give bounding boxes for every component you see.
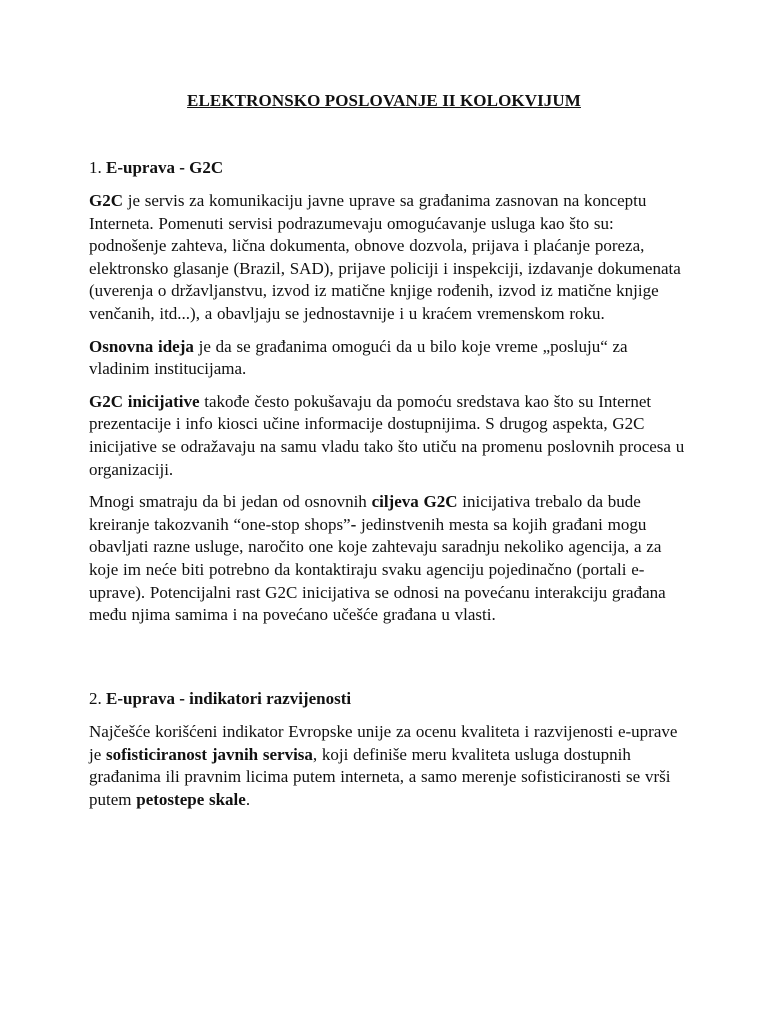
section-title: E-uprava - indikatori razvijenosti [106, 689, 352, 708]
section-e-uprava-g2c [89, 157, 689, 637]
paragraph-text: Mnogi smatraju da bi jedan od osnovnih [89, 492, 372, 512]
bold-term: ciljeva G2C [371, 492, 458, 512]
section-heading [89, 157, 689, 179]
section-number: 2. [89, 689, 102, 708]
paragraph [89, 721, 689, 811]
paragraph [89, 491, 689, 627]
bold-term: G2C [89, 191, 123, 210]
bold-term: - [350, 514, 357, 534]
document-title: ELEKTRONSKO POSLOVANJE II KOLOKVIJUM [187, 91, 581, 110]
bold-term: sofisticiranost javnih servisa [106, 744, 313, 764]
bold-term: G2C inicijative [89, 391, 200, 411]
paragraph [89, 391, 689, 481]
section-number: 1. [89, 158, 102, 177]
section-heading [89, 688, 689, 710]
paragraph-text: takođe često pokušavaju da pomoću sredstava kao što su Internet prezentacije i info kiosci učine informacije dostupnijima. S drugog aspekta, G2C inicijative se odražavaju na samu vladu tako što utiču na promenu poslovnih procesa u organizaciji. [89, 391, 685, 479]
bold-term: petostepe skale [136, 789, 246, 809]
section-e-uprava-indikatori [89, 688, 689, 821]
paragraph-text: Najčešće korišćeni indikator Evropske unije za ocenu kvaliteta i razvijenosti e-uprave je [89, 722, 678, 764]
paragraph-text: inicijativa trebalo da bude kreiranje takozvanih “one-stop shops” [89, 492, 641, 534]
paragraph [89, 336, 689, 381]
section-title: E-uprava - G2C [106, 158, 224, 177]
paragraph-text: jedinstvenih mesta sa kojih građani mogu obavljati razne usluge, naročito one koje zahtevaju saradnju nekoliko agencija, a za koje im neće biti potrebno da kontaktiraju svaku agenciju pojedinačno (portali e-uprave). Potencijalni rast G2C inicijativa se odnosi na povećanu interakciju građana među njima samima i na povećano učešće građana u vlasti. [89, 514, 666, 625]
paragraph-text: , koji definiše meru kvaliteta usluga dostupnih građanima ili pravnim licima putem interneta, a samo merenje sofisticiranosti se vrši putem [89, 744, 671, 809]
paragraph-text: je servis za komunikaciju javne uprave sa građanima zasnovan na konceptu Interneta. Pomenuti servisi podrazumevaju omogućavanje usluga kao što su: podnošenje zahteva, lična dokumenta, obnove dozvola, prijava i plaćanje poreza, elektronsko glasanje (Brazil, SAD), prijave policiji i inspekciji, izdavanje dokumenata (uverenja o državljanstvu, izvod iz matične knjige rođenih, izvod iz matične knjige venčanih, itd...), a obavljaju se jednostavnije i u kraćem vremenskom roku. [89, 191, 681, 323]
bold-term: Osnovna ideja [89, 336, 194, 356]
paragraph-text: . [245, 789, 251, 809]
paragraph [89, 190, 689, 326]
paragraph-text: je da se građanima omogući da u bilo koje vreme „posluju“ za vladinim institucijama. [89, 336, 628, 379]
